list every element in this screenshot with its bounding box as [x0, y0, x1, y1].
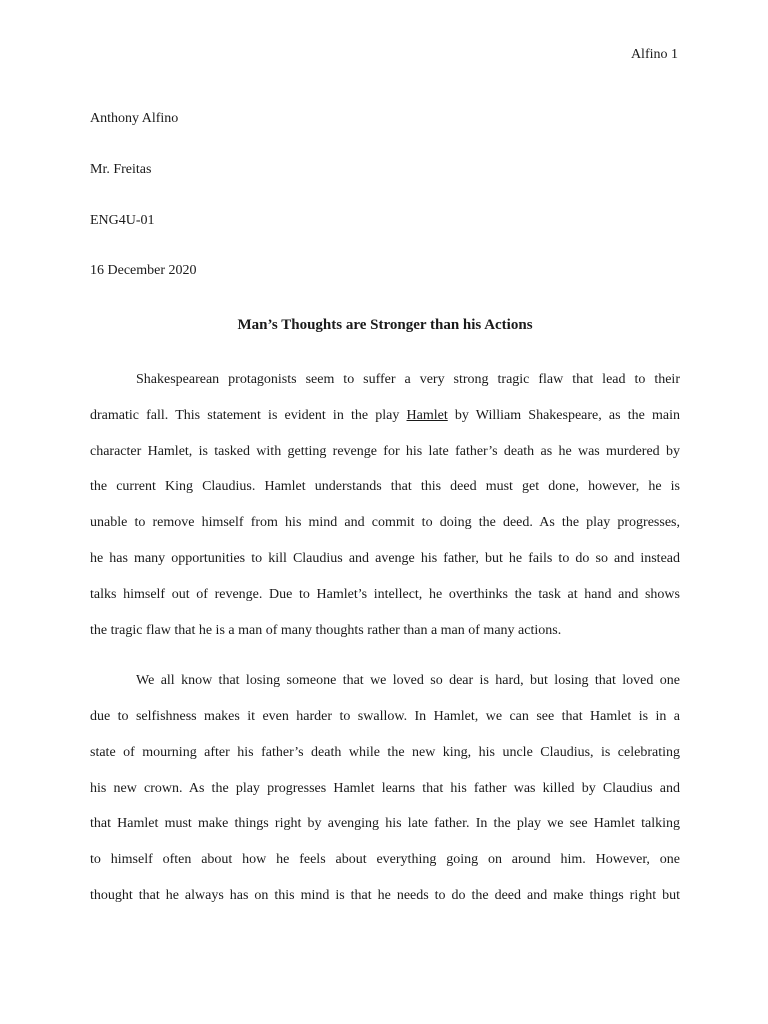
paragraph-1: [90, 370, 680, 656]
paragraph-line: talks himself out of revenge. Due to Hamlet’s intellect, he overthinks the task at hand and shows: [90, 586, 680, 602]
instructor-name: Mr. Freitas: [90, 161, 152, 177]
paragraph-line: thought that he always has on this mind is that he needs to do the deed and make things right but: [90, 887, 680, 903]
paragraph-line: unable to remove himself from his mind and commit to doing the deed. As the play progresses,: [90, 515, 680, 531]
line-text: dramatic fall. This statement is evident in the play: [90, 407, 407, 423]
course-code: ENG4U-01: [90, 212, 155, 228]
line-text: by William Shakespeare, as the main: [447, 407, 680, 423]
essay-body: [90, 370, 680, 922]
paragraph-line: he has many opportunities to kill Claudius and avenge his father, but he fails to do so and instead: [90, 550, 680, 566]
paragraph-line: the current King Claudius. Hamlet understands that this deed must get done, however, he is: [90, 479, 680, 495]
paragraph-line: We all know that losing someone that we loved so dear is hard, but losing that loved one: [136, 673, 680, 689]
paragraph-line: that Hamlet must make things right by avenging his late father. In the play we see Hamlet talking: [90, 816, 680, 832]
paragraph-line: the tragic flaw that he is a man of many thoughts rather than a man of many actions.: [90, 622, 562, 638]
essay-date: 16 December 2020: [90, 263, 197, 279]
mla-heading: [90, 109, 680, 312]
paragraph-line: character Hamlet, is tasked with getting revenge for his late father’s death as he was murdered by: [90, 443, 680, 459]
author-name: Anthony Alfino: [90, 111, 179, 126]
paragraph-2: [90, 671, 680, 922]
paragraph-gap: [90, 656, 680, 671]
essay-title: Man’s Thoughts are Stronger than his Actions: [237, 317, 533, 333]
paragraph-line: [90, 406, 680, 442]
paragraph-line: due to selfishness makes it even harder to swallow. In Hamlet, we can see that Hamlet is in a: [90, 708, 680, 724]
paragraph-line: to himself often about how he feels about everything going on around him. However, one: [90, 852, 680, 868]
play-title-underlined: Hamlet: [406, 407, 448, 423]
paragraph-line: state of mourning after his father’s death while the new king, his uncle Claudius, is celebrating: [90, 744, 680, 760]
paragraph-line: Shakespearean protagonists seem to suffer a very strong tragic flaw that lead to their: [136, 372, 680, 387]
running-head: Alfino 1: [630, 47, 678, 62]
paragraph-line: his new crown. As the play progresses Hamlet learns that his father was killed by Claudius and: [90, 780, 680, 796]
